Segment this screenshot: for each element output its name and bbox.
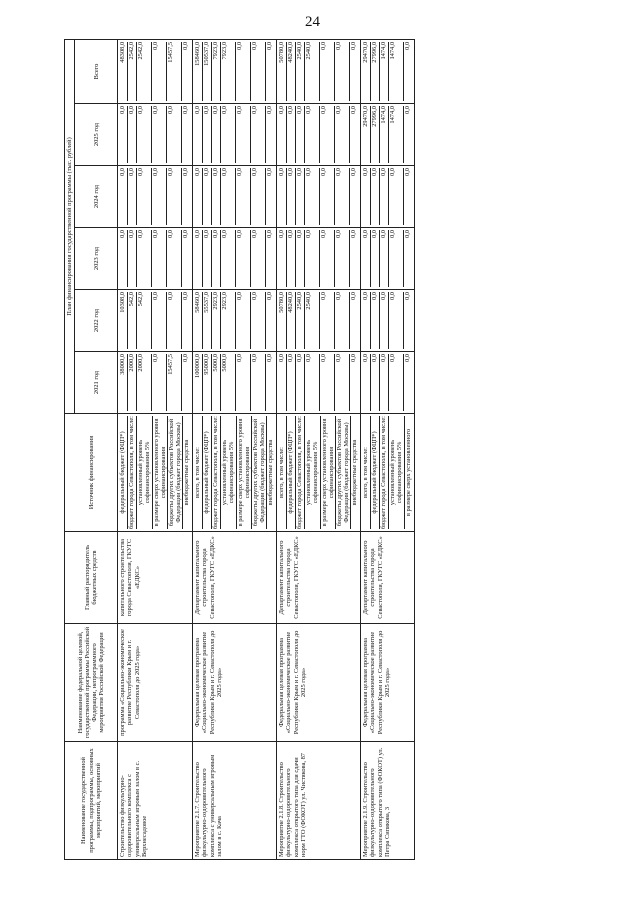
value-cell: 0,0	[236, 292, 251, 349]
value-cell: 0,0	[335, 106, 350, 163]
value-cell: 0,0	[236, 354, 251, 411]
value-cell: 0,0	[350, 168, 358, 176]
header-year: 2025 год	[75, 104, 118, 166]
source-label: федеральный бюджет (ФЦП*)	[203, 416, 212, 529]
value-cell: 0,0	[236, 168, 251, 225]
header-year: 2023 год	[75, 228, 118, 290]
value-cell: 0,0	[320, 168, 335, 225]
value-column	[361, 166, 414, 228]
value-cell: 1474,0	[380, 42, 389, 101]
value-cell: 2923,0	[212, 292, 221, 349]
value-cell: 1474,0	[380, 106, 389, 163]
value-cell: 0,0	[128, 106, 137, 163]
financing-table	[64, 39, 415, 860]
source-label: в размере сверх установленного	[404, 428, 412, 517]
value-column	[361, 290, 414, 352]
header-year: 2021 год	[75, 352, 118, 414]
value-column	[118, 290, 193, 352]
value-cell: 0,0	[152, 354, 167, 411]
value-cell: 0,0	[221, 106, 236, 163]
value-column	[277, 290, 361, 352]
value-cell: 27996,0	[371, 106, 380, 163]
value-cell: 0,0	[182, 106, 190, 114]
value-cell: 0,0	[305, 168, 320, 225]
source-label: федеральный бюджет (ФЦП*)	[371, 416, 380, 529]
value-cell: 10308,0	[119, 292, 128, 349]
value-cell: 0,0	[266, 230, 274, 238]
value-cell: 0,0	[167, 292, 182, 349]
value-cell: 0,0	[212, 106, 221, 163]
program-name: программа «Социально-экономическое развитие Республики Крым и г. Севастополя до 2025 года»	[118, 624, 193, 742]
value-column	[118, 228, 193, 290]
value-cell: 0,0	[251, 106, 266, 163]
value-cell: 542,0	[128, 292, 137, 349]
value-cell: 0,0	[152, 168, 167, 225]
value-column	[277, 166, 361, 228]
value-cell: 0,0	[194, 230, 203, 287]
value-cell: 0,0	[371, 354, 380, 411]
source-label: внебюджетные средства	[267, 439, 275, 506]
value-cell: 0,0	[320, 106, 335, 163]
value-cell: 27996,0	[371, 42, 380, 101]
source-list	[118, 414, 193, 532]
value-cell: 50780,0	[278, 42, 287, 101]
value-cell: 2542,0	[137, 42, 152, 101]
value-cell: 2540,0	[296, 292, 305, 349]
value-cell: 0,0	[404, 354, 412, 362]
source-label: бюджет города Севастополя, в том числе:	[128, 416, 136, 529]
value-cell: 48240,0	[287, 42, 296, 101]
value-cell: 48308,0	[119, 42, 128, 101]
value-cell: 0,0	[278, 230, 287, 287]
value-cell: 0,0	[296, 230, 305, 287]
value-cell: 0,0	[404, 106, 412, 114]
value-cell: 0,0	[119, 106, 128, 163]
value-cell: 0,0	[266, 106, 274, 114]
value-cell: 0,0	[182, 292, 190, 300]
value-cell: 0,0	[287, 168, 296, 225]
value-cell: 0,0	[296, 168, 305, 225]
value-cell: 0,0	[194, 168, 203, 225]
source-list	[277, 414, 361, 532]
value-cell: 5000,0	[212, 354, 221, 411]
value-cell: 0,0	[251, 42, 266, 101]
value-cell: 0,0	[137, 168, 152, 225]
source-label: внебюджетные средства	[183, 439, 191, 506]
value-cell: 0,0	[266, 41, 274, 50]
value-cell: 0,0	[320, 230, 335, 287]
value-column	[361, 352, 414, 414]
value-cell: 0,0	[128, 230, 137, 287]
value-cell: 0,0	[203, 106, 212, 163]
program-name: Федеральная целевая программа «Социально-экономическое развитие Республики Крым и г. Севастополя до 2025 года»	[193, 624, 277, 742]
table-row	[361, 39, 414, 859]
value-cell: 0,0	[152, 42, 167, 101]
value-cell: 0,0	[251, 230, 266, 287]
value-cell: 2540,0	[296, 42, 305, 101]
value-cell: 58460,0	[194, 292, 203, 349]
header-year: Всего	[75, 39, 118, 103]
value-column	[277, 39, 361, 103]
page-number: 24	[305, 14, 320, 30]
value-cell: 29470,0	[362, 42, 371, 101]
value-cell: 0,0	[371, 292, 380, 349]
value-cell: 0,0	[236, 230, 251, 287]
value-cell: 158460,0	[194, 42, 203, 101]
value-cell: 0,0	[221, 168, 236, 225]
value-cell: 0,0	[152, 292, 167, 349]
value-column	[193, 352, 277, 414]
value-cell: 0,0	[236, 106, 251, 163]
value-cell: 0,0	[278, 354, 287, 411]
value-cell: 150537,0	[203, 42, 212, 101]
table-row	[118, 39, 193, 859]
value-cell: 0,0	[287, 106, 296, 163]
value-column	[193, 104, 277, 166]
source-list	[361, 414, 414, 532]
value-cell: 0,0	[362, 292, 371, 349]
source-label: федеральный бюджет (ФЦП*)	[287, 416, 296, 529]
value-cell: 0,0	[404, 230, 412, 238]
source-label: установленный уровень софинансирования 5%	[137, 416, 152, 529]
source-label: бюджет города Севастополя, в том числе:	[380, 416, 388, 529]
value-cell: 2542,0	[128, 42, 137, 101]
header-manager: Главный распорядитель бюджетных средств	[65, 532, 118, 624]
value-cell: 0,0	[212, 230, 221, 287]
value-cell: 0,0	[236, 42, 251, 101]
value-cell: 0,0	[335, 230, 350, 287]
source-label: бюджеты других субъектов Российской Федерации (бюджет города Москвы)	[168, 416, 183, 529]
value-cell: 0,0	[371, 230, 380, 287]
value-cell: 2923,0	[221, 292, 236, 349]
value-column	[118, 166, 193, 228]
value-cell: 0,0	[389, 230, 404, 287]
value-cell: 50780,0	[278, 292, 287, 349]
value-cell: 0,0	[335, 42, 350, 101]
value-cell: 0,0	[350, 230, 358, 238]
value-cell: 0,0	[221, 230, 236, 287]
value-cell: 95000,0	[203, 354, 212, 411]
value-cell: 0,0	[278, 168, 287, 225]
value-column	[193, 228, 277, 290]
value-column	[277, 104, 361, 166]
source-label: внебюджетные средства	[351, 439, 359, 506]
source-label: бюджет города Севастополя, в том числе:	[212, 416, 220, 529]
value-cell: 0,0	[350, 41, 358, 50]
value-cell: 0,0	[203, 168, 212, 225]
header-program: Наименование федеральной целевой, государственной программы Российской Федерации, непрограммного мероприятия Российской Федерации	[65, 624, 118, 742]
header-name: Наименование государственной программы, подпрограммы, основных мероприятий, мероприятий	[65, 742, 118, 860]
measure-name: Мероприятие 2.1.7. Строительство физкультурно-оздоровительного комплекса с универсальным игровым залом в с. Кача	[193, 742, 277, 860]
rotated-table-container	[64, 40, 584, 860]
value-cell: 0,0	[350, 106, 358, 114]
value-cell: 1474,0	[389, 42, 404, 101]
value-cell: 0,0	[251, 168, 266, 225]
value-cell: 7923,0	[212, 42, 221, 101]
value-cell: 0,0	[128, 168, 137, 225]
value-cell: 15457,5	[167, 42, 182, 101]
value-cell: 0,0	[404, 292, 412, 300]
value-cell: 0,0	[137, 106, 152, 163]
value-cell: 0,0	[380, 354, 389, 411]
value-cell: 0,0	[266, 354, 274, 362]
value-cell: 0,0	[335, 292, 350, 349]
value-column	[361, 228, 414, 290]
value-cell: 2540,0	[305, 42, 320, 101]
source-label: установленный уровень софинансирования 5%	[305, 416, 320, 529]
value-column	[361, 39, 414, 103]
value-column	[193, 39, 277, 103]
value-cell: 0,0	[362, 168, 371, 225]
source-label: в размере сверх установленного уровня софинансирования	[153, 416, 168, 529]
value-column	[118, 39, 193, 103]
value-cell: 0,0	[182, 354, 190, 362]
value-cell: 0,0	[167, 168, 182, 225]
value-cell: 0,0	[287, 230, 296, 287]
value-cell: 2000,0	[137, 354, 152, 411]
header-year: 2022 год	[75, 290, 118, 352]
value-cell: 0,0	[152, 106, 167, 163]
value-cell: 0,0	[119, 230, 128, 287]
value-cell: 0,0	[305, 106, 320, 163]
budget-manager: Департамент капитального строительства города Севастополя, ГКУГС «ЕДКС»	[277, 532, 361, 624]
source-label: федеральный бюджет (ФЦП*)	[119, 416, 128, 529]
value-cell: 0,0	[182, 230, 190, 238]
budget-manager: Департамент капитального строительства города Севастополя, ГКУГС «ЕДКС»	[193, 532, 277, 624]
value-cell: 0,0	[203, 230, 212, 287]
value-cell: 0,0	[389, 168, 404, 225]
value-cell: 0,0	[350, 292, 358, 300]
value-cell: 0,0	[380, 292, 389, 349]
header-plan: План финансирования государственной программы (тыс. рублей)	[65, 39, 75, 413]
source-label: в размере сверх установленного уровня софинансирования	[321, 416, 336, 529]
value-cell: 0,0	[296, 354, 305, 411]
value-cell: 0,0	[320, 292, 335, 349]
value-cell: 0,0	[194, 106, 203, 163]
value-cell: 0,0	[335, 354, 350, 411]
value-cell: 0,0	[182, 168, 190, 176]
value-cell: 0,0	[287, 354, 296, 411]
source-label: бюджеты других субъектов Российской Федерации (бюджет города Москвы)	[252, 416, 267, 529]
value-cell: 0,0	[362, 354, 371, 411]
value-cell: 0,0	[167, 106, 182, 163]
value-cell: 29470,0	[362, 106, 371, 163]
value-cell: 38000,0	[119, 354, 128, 411]
value-cell: 0,0	[251, 292, 266, 349]
value-column	[193, 290, 277, 352]
value-cell: 0,0	[335, 168, 350, 225]
value-cell: 7923,0	[221, 42, 236, 101]
value-column	[193, 166, 277, 228]
value-cell: 0,0	[266, 292, 274, 300]
value-column	[361, 104, 414, 166]
value-cell: 0,0	[350, 354, 358, 362]
value-column	[118, 104, 193, 166]
value-cell: 0,0	[389, 292, 404, 349]
value-cell: 0,0	[371, 168, 380, 225]
value-cell: 0,0	[212, 168, 221, 225]
source-label: установленный уровень софинансирования 5%	[221, 416, 236, 529]
value-cell: 2000,0	[128, 354, 137, 411]
value-cell: 2540,0	[305, 292, 320, 349]
source-label: бюджеты других субъектов Российской Федерации (бюджет города Москвы)	[336, 416, 351, 529]
value-cell: 0,0	[251, 354, 266, 411]
value-cell: 0,0	[278, 106, 287, 163]
value-cell: 55537,0	[203, 292, 212, 349]
value-cell: 0,0	[389, 354, 404, 411]
value-cell: 0,0	[380, 230, 389, 287]
value-cell: 0,0	[182, 41, 190, 50]
header-source: Источник финансирования	[65, 414, 118, 532]
value-cell: 100000,0	[194, 354, 203, 411]
source-label: установленный уровень софинансирования 5%	[389, 416, 404, 529]
source-label: в размере сверх установленного уровня софинансирования	[237, 416, 252, 529]
value-cell: 0,0	[119, 168, 128, 225]
value-cell: 542,0	[137, 292, 152, 349]
source-list	[193, 414, 277, 532]
value-cell: 0,0	[362, 230, 371, 287]
measure-name: Мероприятие 2.1.9. Строительство физкультурно-оздоровительного комплекса открытого типа (ФОКОТ) ул. Петра Сипякова, 3	[361, 742, 414, 860]
value-cell: 0,0	[167, 230, 182, 287]
source-label: всего, в том числе:	[278, 416, 287, 529]
value-cell: 0,0	[296, 106, 305, 163]
value-cell: 0,0	[152, 230, 167, 287]
value-cell: 0,0	[266, 168, 274, 176]
budget-manager: капитального строительства города Севастополя, ГКУГС «ЕДКС»	[118, 532, 193, 624]
source-label: всего, в том числе:	[194, 416, 203, 529]
value-cell: 0,0	[137, 230, 152, 287]
table-row	[193, 39, 277, 859]
source-label: бюджет города Севастополя, в том числе:	[296, 416, 304, 529]
value-cell: 0,0	[404, 168, 412, 176]
budget-manager: Департамент капитального строительства города Севастополя, ГКУГС «ЕДКС»	[361, 532, 414, 624]
value-cell: 5000,0	[221, 354, 236, 411]
value-column	[277, 228, 361, 290]
value-cell: 0,0	[320, 42, 335, 101]
measure-name: Мероприятие 2.1.8. Строительство физкультурно-оздоровительного комплекса открытого типа для сдачи норм ГТО (ФОКОТ) ул. Чистякова, 87	[277, 742, 361, 860]
value-cell: 1474,0	[389, 106, 404, 163]
measure-name: Строительство физкультурно-оздоровительного комплекса с универсальным игровым залом в с. Верхнесадовое	[118, 742, 193, 860]
value-column	[118, 352, 193, 414]
value-cell: 15457,5	[167, 354, 182, 411]
value-cell: 0,0	[320, 354, 335, 411]
value-cell: 0,0	[380, 168, 389, 225]
source-label: всего, в том числе:	[362, 416, 371, 529]
header-year: 2024 год	[75, 166, 118, 228]
value-cell: 0,0	[305, 230, 320, 287]
value-cell: 0,0	[305, 354, 320, 411]
program-name: Федеральная целевая программа «Социально-экономическое развитие Республики Крым и г. Севастополя до 2025 года»	[277, 624, 361, 742]
value-column	[277, 352, 361, 414]
value-cell: 0,0	[404, 41, 412, 50]
value-cell: 48240,0	[287, 292, 296, 349]
table-row	[277, 39, 361, 859]
program-name: Федеральная целевая программа «Социально-экономическое развитие Республики Крым и г. Севастополя до 2025 года»	[361, 624, 414, 742]
